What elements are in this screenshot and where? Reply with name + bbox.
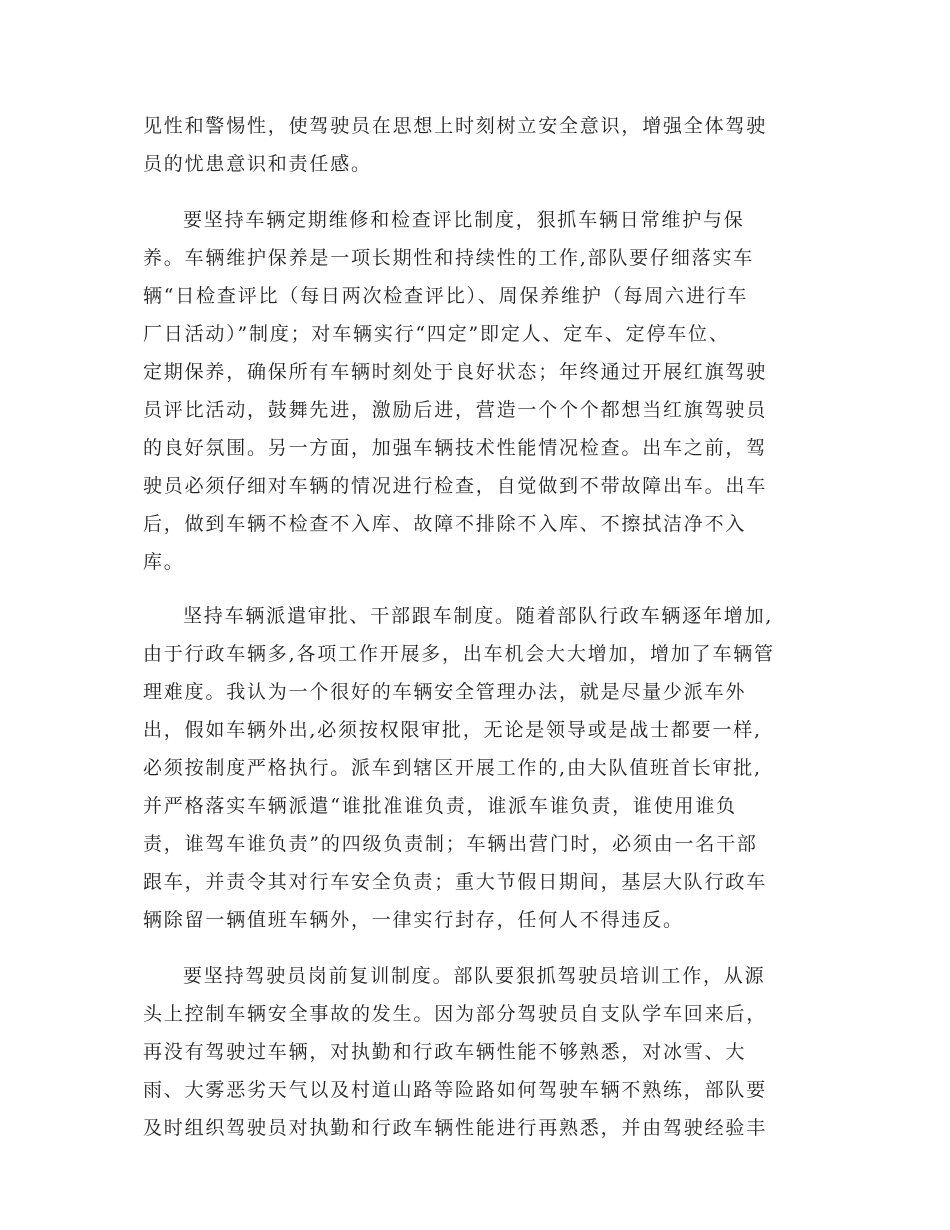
paragraph-3-line-5: 必须按制度严格执行。派车到辖区开展工作的,由大队值班首长审批, bbox=[143, 757, 762, 779]
paragraph-4-line-5: 及时组织驾驶员对执勤和行政车辆性能进行再熟悉，并由驾驶经验丰 bbox=[143, 1117, 768, 1139]
paragraph-3-line-4: 出，假如车辆外出,必须按权限审批，无论是领导或是战士都要一样, bbox=[143, 719, 762, 741]
paragraph-2-line-3: 辆“日检查评比（每日两次检查评比）、周保养维护（每周六进行车 bbox=[143, 285, 749, 307]
paragraph-4-line-1: 要坚持驾驶员岗前复训制度。部队要狠抓驾驶员培训工作，从源 bbox=[183, 965, 766, 987]
paragraph-1-line-2: 员的忧患意识和责任感。 bbox=[143, 153, 372, 175]
paragraph-3-line-8: 跟车，并责令其对行车安全负责；重大节假日期间，基层大队行政车 bbox=[143, 871, 768, 893]
paragraph-3-line-3: 理难度。我认为一个很好的车辆安全管理办法，就是尽量少派车外 bbox=[143, 681, 747, 703]
paragraph-4-line-3: 再没有驾驶过车辆，对执勤和行政车辆性能不够熟悉，对冰雪、大 bbox=[143, 1041, 747, 1063]
paragraph-2-line-8: 驶员必须仔细对车辆的情况进行检查，自觉做到不带故障出车。出车 bbox=[143, 475, 768, 497]
paragraph-2-line-9: 后，做到车辆不检查不入库、故障不排除不入库、不擦拭洁净不入 bbox=[143, 513, 747, 535]
paragraph-3-line-6: 并严格落实车辆派遣“谁批准谁负责，谁派车谁负责，谁使用谁负 bbox=[143, 795, 737, 817]
paragraph-3-line-9: 辆除留一辆值班车辆外，一律实行封存，任何人不得违反。 bbox=[143, 909, 684, 931]
paragraph-2-line-4: 厂日活动）”制度；对车辆实行“四定”即定人、定车、定停车位、 bbox=[143, 323, 730, 345]
paragraph-1-line-1: 见性和警惕性，使驾驶员在思想上时刻树立安全意识，增强全体驾驶 bbox=[143, 115, 768, 137]
paragraph-3-line-2: 由于行政车辆多,各项工作开展多，出车机会大大增加，增加了车辆管 bbox=[143, 643, 775, 665]
paragraph-2-line-1: 要坚持车辆定期维修和检查评比制度，狠抓车辆日常维护与保 bbox=[183, 209, 745, 231]
paragraph-4-line-2: 头上控制车辆安全事故的发生。因为部分驾驶员自支队学车回来后， bbox=[143, 1003, 768, 1025]
paragraph-2-line-7: 的良好氛围。另一方面，加强车辆技术性能情况检查。出车之前，驾 bbox=[143, 437, 768, 459]
paragraph-2-line-2: 养。车辆维护保养是一项长期性和持续性的工作,部队要仔细落实车 bbox=[143, 247, 755, 269]
paragraph-2-line-10: 库。 bbox=[143, 551, 185, 573]
paragraph-2-line-5: 定期保养，确保所有车辆时刻处于良好状态；年终通过开展红旗驾驶 bbox=[143, 361, 768, 383]
paragraph-3-line-1: 坚持车辆派遣审批、干部跟车制度。随着部队行政车辆逐年增加, bbox=[183, 605, 774, 627]
paragraph-4-line-4: 雨、大雾恶劣天气以及村道山路等险路如何驾驶车辆不熟练，部队要 bbox=[143, 1079, 768, 1101]
paragraph-3-line-7: 责，谁驾车谁负责”的四级负责制；车辆出营门时，必须由一名干部 bbox=[143, 833, 758, 855]
paragraph-2-line-6: 员评比活动，鼓舞先进，激励后进，营造一个个个都想当红旗驾驶员 bbox=[143, 399, 768, 421]
